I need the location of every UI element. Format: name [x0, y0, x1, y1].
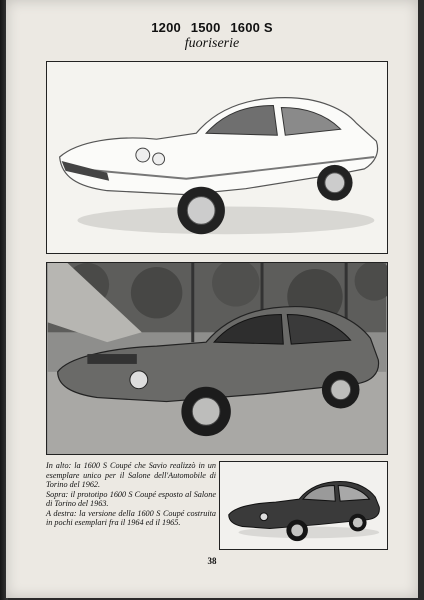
caption-middle-photo: Sopra: il prototipo 1600 S Coupé esposto al Salone di Torino del 1963. — [46, 489, 216, 508]
photo-caption — [46, 461, 216, 528]
caption-right-photo: A destra: la versione della 1600 S Coupé costruita in pochi esemplari fra il 1964 ed il 1965. — [46, 508, 216, 527]
car-photo-icon — [47, 62, 387, 253]
model-1600s: 1600 S — [230, 20, 273, 35]
photo-1600s-coupe-1962 — [46, 61, 388, 254]
page-header-models — [0, 20, 424, 35]
page-header-subtitle: fuoriserie — [184, 36, 240, 51]
photo-prototype-1600s-coupe-1963 — [46, 262, 388, 455]
caption-top-photo: In alto: la 1600 S Coupé che Savio realizzò in un esemplare unico per il Salone dell'Automobile di Torino del 1962. — [46, 461, 216, 489]
photo-1600s-coupe-1964-1965 — [219, 461, 388, 550]
car-photo-icon — [47, 263, 387, 454]
model-1200: 1200 — [151, 20, 181, 35]
model-1500: 1500 — [190, 20, 221, 35]
car-photo-icon — [220, 462, 387, 549]
page-number: 38 — [207, 556, 217, 566]
